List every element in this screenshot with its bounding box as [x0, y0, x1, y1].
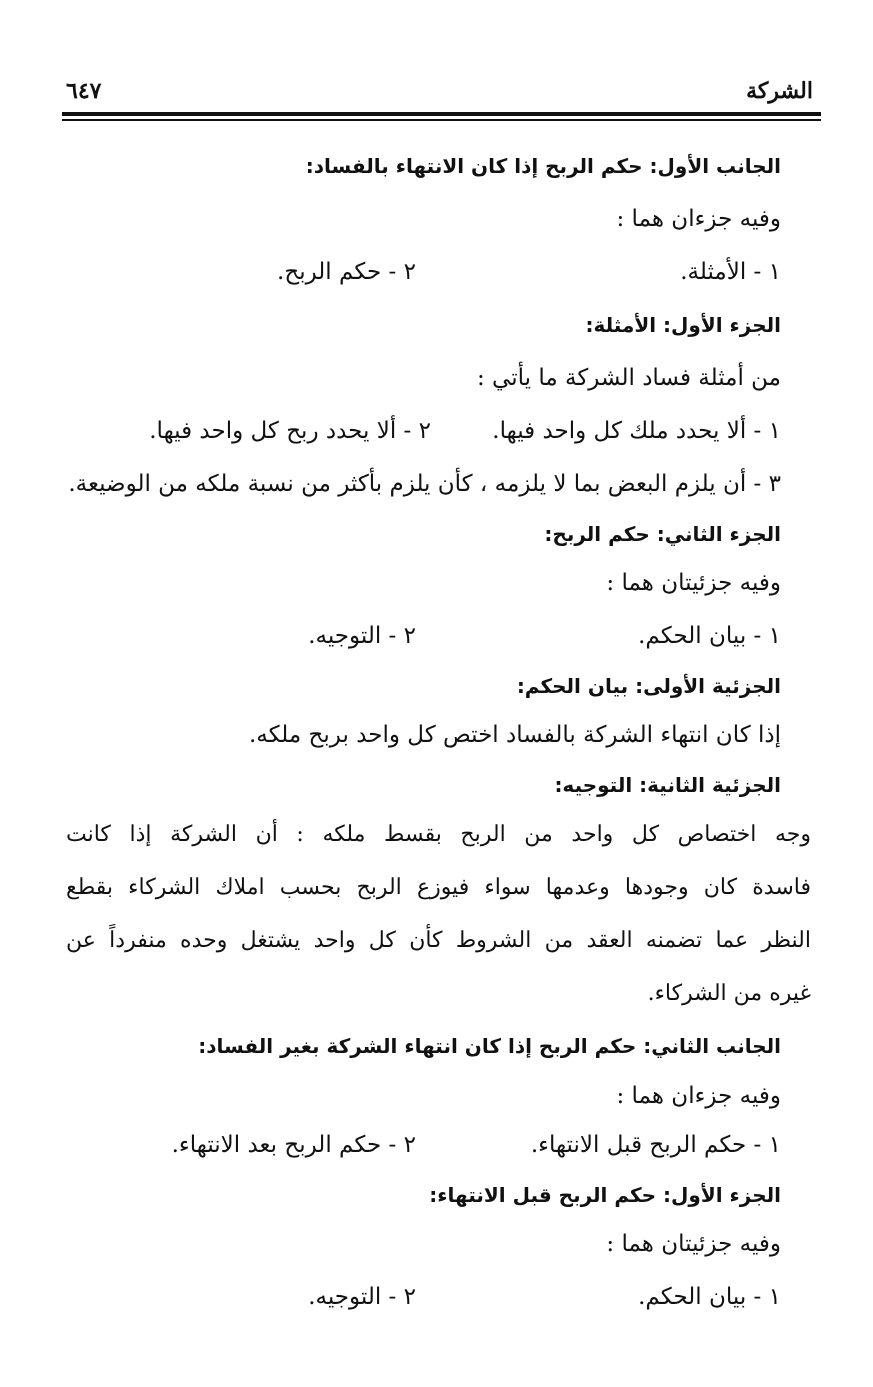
- paragraph-line: غيره من الشركاء.: [647, 981, 811, 1006]
- subsection-heading: الجزء الأول: الأمثلة:: [585, 313, 781, 337]
- paragraph-line: النظر عما تضمنه العقد من الشروط كأن كل واحد يشتغل وحده منفرداً عن: [66, 928, 811, 953]
- list-item: ١ - الأمثلة.: [680, 259, 781, 285]
- list-item: ١ - ألا يحدد ملك كل واحد فيها.: [492, 418, 781, 444]
- numbered-list: [66, 1271, 781, 1324]
- list-item: ٢ - ألا يحدد ربح كل واحد فيها.: [149, 418, 431, 444]
- list-item: ٢ - التوجيه.: [308, 1284, 416, 1310]
- paragraph-line: فاسدة كان وجودها وعدمها سواء فيوزع الربح بحسب املاك الشركاء بقطع: [66, 875, 811, 900]
- numbered-list: [66, 610, 781, 663]
- page-number: ٦٤٧: [66, 78, 102, 104]
- section-heading: الجانب الأول: حكم الربح إذا كان الانتهاء بالفساد:: [305, 154, 781, 178]
- subsection-heading: الجزء الأول: حكم الربح قبل الانتهاء:: [429, 1183, 781, 1207]
- list-item: ١ - حكم الربح قبل الانتهاء.: [530, 1132, 781, 1158]
- header-rule-thin: [62, 119, 821, 121]
- numbered-list: [66, 246, 781, 299]
- list-item: ٢ - حكم الربح بعد الانتهاء.: [171, 1132, 416, 1158]
- paragraph: إذا كان انتهاء الشركة بالفساد اختص كل واحد بربح ملكه.: [248, 722, 781, 748]
- section-heading: الجانب الثاني: حكم الربح إذا كان انتهاء الشركة بغير الفساد:: [198, 1034, 781, 1058]
- paragraph: وفيه جزئيتان هما :: [606, 570, 781, 596]
- paragraph: وفيه جزءان هما :: [616, 1083, 781, 1109]
- list-item: ٣ - أن يلزم البعض بما لا يلزمه ، كأن يلزم بأكثر من نسبة ملكه من الوضيعة.: [68, 471, 781, 497]
- list-item: ٢ - حكم الربح.: [277, 259, 416, 285]
- paragraph: وفيه جزءان هما :: [616, 206, 781, 232]
- running-title: الشركة: [746, 78, 813, 104]
- numbered-list: [66, 1119, 781, 1172]
- numbered-list: [66, 405, 781, 458]
- list-item: ١ - بيان الحكم.: [638, 1284, 781, 1310]
- subsection-heading: الجزئية الثانية: التوجيه:: [554, 773, 781, 797]
- paragraph: من أمثلة فساد الشركة ما يأتي :: [477, 365, 781, 391]
- header-rule-thick: [62, 112, 821, 116]
- page-header: [66, 74, 813, 108]
- paragraph-line: وجه اختصاص كل واحد من الربح بقسط ملكه : أن الشركة إذا كانت: [66, 822, 811, 847]
- subsection-heading: الجزء الثاني: حكم الربح:: [544, 522, 781, 546]
- paragraph: وفيه جزئيتان هما :: [606, 1231, 781, 1257]
- subsection-heading: الجزئية الأولى: بيان الحكم:: [516, 674, 781, 698]
- page-body: [66, 140, 811, 1324]
- list-item: ٢ - التوجيه.: [308, 623, 416, 649]
- list-item: ١ - بيان الحكم.: [638, 623, 781, 649]
